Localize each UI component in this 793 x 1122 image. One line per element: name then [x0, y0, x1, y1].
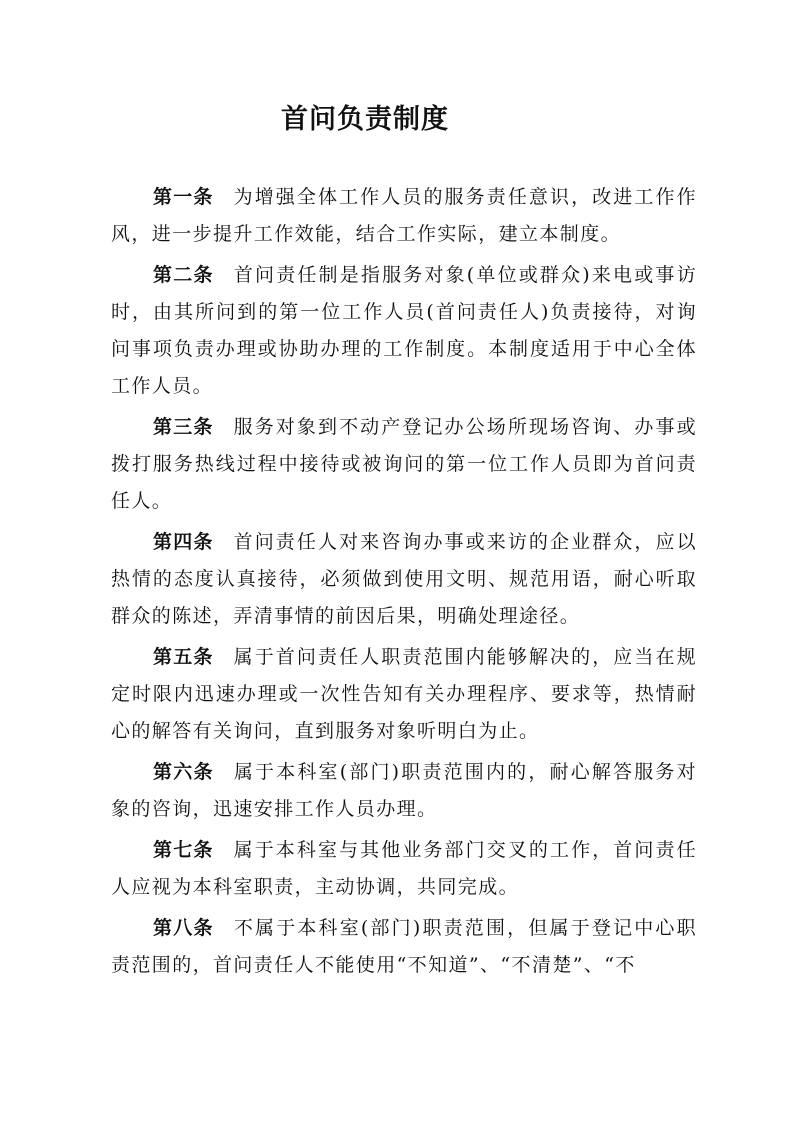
article-text: 为增强全体工作人员的服务责任意识，改进工作作风，进一步提升工作效能，结合工作实际，建立本制度。	[111, 186, 697, 245]
article-label: 第五条	[153, 646, 214, 668]
article-5	[111, 639, 697, 750]
article-text: 属于首问责任人职责范围内能够解决的，应当在规定时限内迅速办理或一次性告知有关办理程序、要求等，热情耐心的解答有关询问，直到服务对象听明白为止。	[111, 646, 697, 742]
article-label: 第一条	[153, 186, 214, 208]
article-text: 首问责任人对来咨询办事或来访的企业群众，应以热情的态度认真接待，必须做到使用文明、规范用语，耐心听取群众的陈述，弄清事情的前因后果，明确处理途径。	[111, 531, 697, 627]
article-6	[111, 754, 697, 828]
article-8	[111, 910, 697, 984]
document-body	[111, 179, 697, 988]
page-title: 首问负责制度	[281, 104, 449, 135]
article-label: 第三条	[153, 416, 214, 438]
article-label: 第四条	[153, 531, 214, 553]
article-1	[111, 179, 697, 253]
article-3	[111, 409, 697, 520]
article-text: 不属于本科室(部门)职责范围，但属于登记中心职责范围的，首问责任人不能使用“不知道”、“不清楚”、“不	[111, 917, 697, 976]
article-7	[111, 832, 697, 906]
article-label: 第六条	[153, 761, 214, 783]
article-label: 第八条	[153, 917, 214, 939]
article-text: 首问责任制是指服务对象(单位或群众)来电或事访时，由其所问到的第一位工作人员(首问责任人)负责接待，对询问事项负责办理或协助办理的工作制度。本制度适用于中心全体工作人员。	[111, 264, 697, 397]
article-text: 服务对象到不动产登记办公场所现场咨询、办事或拨打服务热线过程中接待或被询问的第一位工作人员即为首问责任人。	[111, 416, 697, 512]
article-2	[111, 257, 697, 405]
article-4	[111, 524, 697, 635]
article-label: 第二条	[153, 264, 214, 286]
article-text: 属于本科室与其他业务部门交叉的工作，首问责任人应视为本科室职责，主动协调，共同完成。	[111, 839, 697, 898]
article-label: 第七条	[153, 839, 214, 861]
article-text: 属于本科室(部门)职责范围内的，耐心解答服务对象的咨询，迅速安排工作人员办理。	[111, 761, 697, 820]
